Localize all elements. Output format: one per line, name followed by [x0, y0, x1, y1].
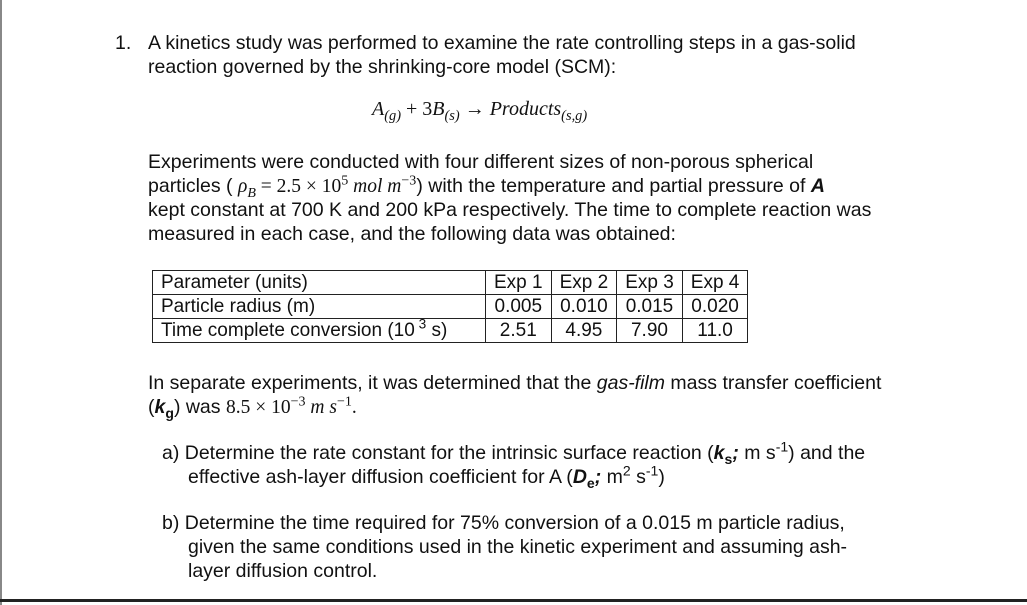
description-line-4: measured in each case, and the following data was obtained:: [148, 223, 676, 245]
part-a-line-1-end: ) and the: [788, 442, 866, 464]
description-line-1: Experiments were conducted with four different sizes of non-porous spherical: [148, 151, 814, 173]
eq-arrow: →: [459, 98, 490, 120]
description-line-3: kept constant at 700 K and 200 kPa respectively. The time to complete reaction was: [148, 199, 872, 221]
table-cell: [153, 316, 486, 343]
table-cell: 0.015: [617, 295, 683, 319]
table-cell: 11.0: [682, 319, 748, 343]
gas-film-italic: gas-film: [596, 372, 666, 394]
kg-symbol: k: [154, 396, 166, 418]
time-label-exponent: 3: [414, 316, 427, 332]
part-a-line-2-end: ): [658, 466, 665, 488]
part-a-line-2: [188, 462, 665, 491]
kg-value: 8.5 × 10: [225, 397, 291, 418]
eq-plus: + 3: [401, 98, 433, 120]
kg-was: ) was: [173, 396, 226, 418]
eq-products-phase: (s,g): [561, 108, 588, 124]
table-header-row: [153, 271, 748, 295]
kg-exponent: −3: [290, 393, 306, 410]
bottom-border-line: [0, 599, 1027, 602]
reaction-equation: [372, 98, 587, 122]
experiment-description: [148, 151, 948, 247]
de-unit: m: [601, 466, 623, 488]
description-line-2: [148, 172, 948, 201]
part-a-line-1: [162, 438, 866, 467]
de-subscript: e: [586, 474, 595, 491]
kg-line-2: [148, 393, 357, 421]
kg-line-1-start: In separate experiments, it was determined that the: [148, 372, 597, 394]
question-number: 1.: [115, 32, 132, 54]
time-label-unit: s): [426, 319, 448, 341]
kg-period: .: [351, 397, 357, 418]
part-a-line-1-start: a) Determine the rate constant for the intrinsic surface reaction (: [162, 442, 714, 464]
kg-subscript: g: [165, 404, 174, 421]
species-a-bold: A: [810, 175, 825, 197]
eq-products: Products: [489, 98, 562, 120]
part-b-line-1: b) Determine the time required for 75% conversion of a 0.015 m particle radius,: [162, 512, 845, 534]
table-header-cell: Parameter (units): [153, 271, 486, 295]
table-header-cell: Exp 1: [486, 271, 552, 295]
eq-reactant-b-phase: (s): [444, 108, 460, 124]
time-label-text: Time complete conversion (10: [161, 319, 415, 341]
kg-line-1-end: mass transfer coefficient: [665, 372, 882, 394]
table-cell: 0.010: [551, 295, 617, 319]
rho-value: = 2.5 × 10: [255, 176, 342, 197]
description-line-2-end: ) with the temperature and partial pressure of: [416, 175, 811, 197]
experiment-data-table: [152, 270, 748, 343]
table-cell: 4.95: [551, 319, 617, 343]
part-b-line-2: given the same conditions used in the kinetic experiment and assuming ash-: [188, 536, 848, 558]
de-semicolon: ;: [594, 466, 602, 488]
de-unit-exponent: 2: [622, 462, 631, 479]
de-unit-2-exponent: -1: [645, 462, 659, 479]
rho-subscript: B: [247, 184, 256, 201]
table-cell: 0.005: [486, 295, 552, 319]
table-row: [153, 319, 748, 343]
eq-reactant-a: A: [372, 98, 385, 120]
table-row: [153, 295, 748, 319]
rho-exponent: 5: [341, 172, 349, 189]
description-line-2-start: particles (: [148, 175, 238, 197]
table-cell: 2.51: [486, 319, 552, 343]
part-b-line-3: layer diffusion control.: [188, 560, 378, 582]
question-intro-line-1: A kinetics study was performed to examine the rate controlling steps in a gas-solid: [148, 32, 856, 54]
question-intro-line-2: reaction governed by the shrinking-core model (SCM):: [148, 56, 617, 78]
table-cell: 7.90: [617, 319, 683, 343]
kg-line-1: [148, 372, 881, 396]
table-header-cell: Exp 2: [551, 271, 617, 295]
eq-reactant-b: B: [432, 98, 445, 120]
ks-semicolon: ;: [732, 442, 739, 464]
de-symbol: D: [572, 466, 587, 488]
table-header-cell: Exp 4: [682, 271, 748, 295]
table-cell: Particle radius (m): [153, 295, 486, 319]
ks-subscript: s: [724, 450, 733, 467]
table-header-cell: Exp 3: [617, 271, 683, 295]
table-cell: 0.020: [682, 295, 748, 319]
page-left-edge: [0, 0, 2, 605]
kg-unit-exponent: −1: [336, 393, 352, 410]
kg-unit: m s: [305, 397, 337, 418]
ks-unit-exponent: -1: [775, 438, 789, 455]
kg-open-paren: (: [148, 396, 155, 418]
rho-unit-exponent: −3: [401, 172, 417, 189]
eq-reactant-a-phase: (g): [384, 108, 401, 124]
rho-symbol: ρ: [237, 176, 248, 197]
ks-symbol: k: [713, 442, 725, 464]
de-unit-2: s: [630, 466, 646, 488]
part-a-line-2-start: effective ash-layer diffusion coefficient for A (: [188, 466, 573, 488]
ks-unit: m s: [738, 442, 776, 464]
rho-unit: mol m: [348, 176, 402, 197]
